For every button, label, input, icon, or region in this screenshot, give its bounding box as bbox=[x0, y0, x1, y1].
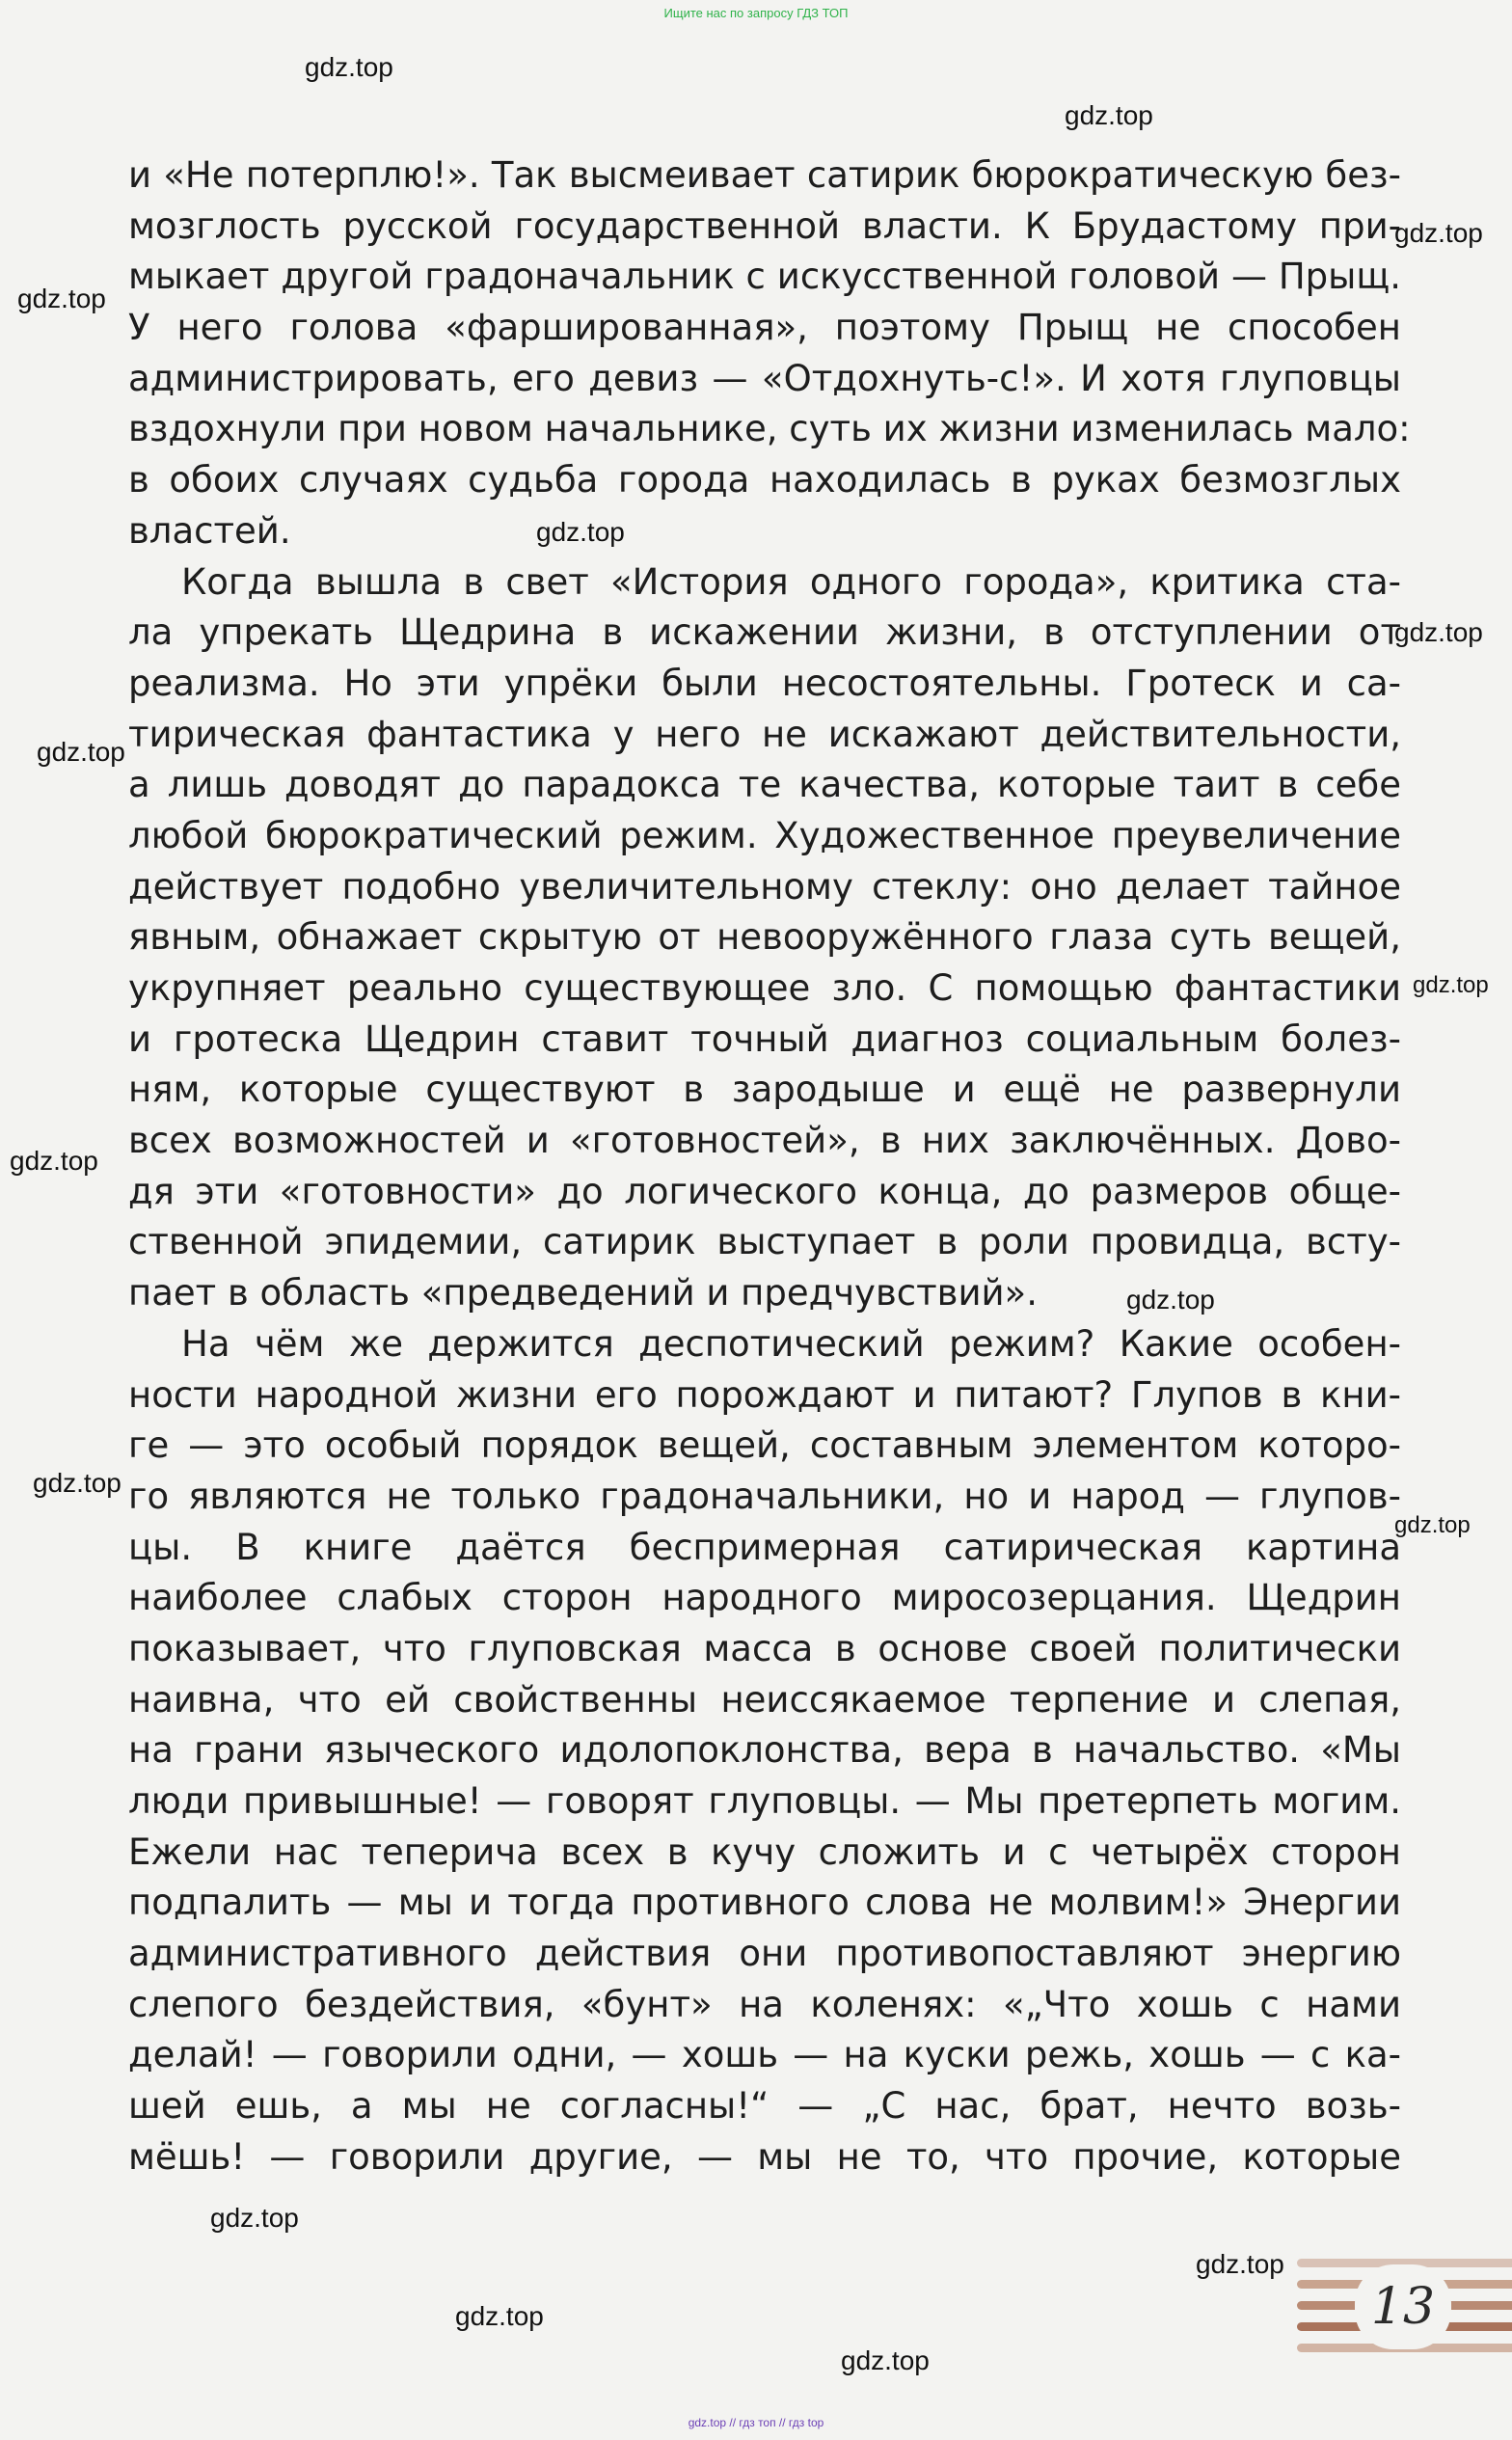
text-line: администрировать, его девиз — «Отдохнуть-с!». И хотя глуповцы bbox=[128, 357, 1401, 399]
bottom-banner: gdz.top // гдз топ // гдз top bbox=[688, 2416, 824, 2429]
text-line: подпалить — мы и тогда противного слова не молвим!» Энергии bbox=[128, 1882, 1401, 1924]
text-line: ственной эпидемии, сатирик выступает в роли провидца, всту- bbox=[128, 1221, 1401, 1263]
text-line: шей ешь, а мы не согласны!“ — „С нас, брат, нечто возь- bbox=[128, 2085, 1401, 2128]
text-line: любой бюрократический режим. Художественное преувеличение bbox=[128, 814, 1401, 856]
text-line: реализма. Но эти упрёки были несостоятельны. Гротеск и са- bbox=[128, 662, 1401, 704]
text-line: дя эти «готовности» до логического конца, до размеров обще- bbox=[128, 1170, 1401, 1212]
watermark: gdz.top bbox=[33, 1468, 122, 1498]
watermark: gdz.top bbox=[17, 284, 106, 313]
watermark: gdz.top bbox=[841, 2345, 930, 2375]
text-line: Ежели нас теперича всех в кучу сложить и с четырёх сторон bbox=[128, 1830, 1401, 1873]
text-line: На чём же держится деспотический режим? Какие особен- bbox=[181, 1322, 1401, 1365]
page-number: 13 bbox=[1355, 2264, 1451, 2349]
text-line: ням, которые существуют в зародыше и ещё не развернули bbox=[128, 1069, 1401, 1111]
text-line: наиболее слабых сторон народного миросозерцания. Щедрин bbox=[128, 1577, 1401, 1619]
watermark: gdz.top bbox=[1196, 2249, 1284, 2279]
text-line: наивна, что ей свойственны неиссякаемое терпение и слепая, bbox=[128, 1678, 1401, 1721]
text-line: явным, обнажает скрытую от невооружённого глаза суть вещей, bbox=[128, 916, 1401, 959]
watermark: gdz.top bbox=[210, 2203, 299, 2233]
text-line: го являются не только градоначальники, но и народ — глупов- bbox=[128, 1475, 1401, 1517]
text-line: и «Не потерплю!». Так высмеивает сатирик бюрократическую без- bbox=[128, 154, 1401, 196]
watermark: gdz.top bbox=[536, 517, 625, 547]
watermark: gdz.top bbox=[1394, 218, 1483, 248]
text-line: властей. bbox=[128, 509, 291, 552]
text-line: тирическая фантастика у него не искажают действительности, bbox=[128, 713, 1401, 755]
watermark: gdz.top bbox=[37, 737, 125, 767]
text-line: ности народной жизни его порождают и питают? Глупов в кни- bbox=[128, 1373, 1401, 1416]
text-line: всех возможностей и «готовностей», в них заключённых. Дово- bbox=[128, 1120, 1401, 1162]
watermark: gdz.top bbox=[1126, 1285, 1215, 1315]
text-line: и гротеска Щедрин ставит точный диагноз социальным болез- bbox=[128, 1017, 1401, 1060]
text-line: слепого бездействия, «бунт» на коленях: «„Что хошь с нами bbox=[128, 1983, 1401, 2025]
text-line: делай! — говорили одни, — хошь — на куски режь, хошь — с ка- bbox=[128, 2034, 1401, 2076]
watermark: gdz.top bbox=[10, 1146, 98, 1176]
text-line: У него голова «фаршированная», поэтому Прыщ не способен bbox=[128, 307, 1401, 349]
body-text bbox=[128, 150, 1411, 2183]
text-line: люди привышные! — говорят глуповцы. — Мы претерпеть могим. bbox=[128, 1780, 1401, 1822]
text-line: а лишь доводят до парадокса те качества, которые таит в себе bbox=[128, 764, 1401, 806]
text-line: цы. В книге даётся беспримерная сатирическая картина bbox=[128, 1526, 1401, 1568]
text-line: мозглость русской государственной власти. К Брудастому при- bbox=[128, 204, 1401, 247]
watermark: gdz.top bbox=[1065, 100, 1153, 130]
watermark: gdz.top bbox=[455, 2301, 544, 2331]
text-line: на грани языческого идолопоклонства, вера в начальство. «Мы bbox=[128, 1729, 1401, 1772]
text-line: ла упрекать Щедрина в искажении жизни, в отступлении от bbox=[128, 611, 1401, 654]
text-line: пает в область «предведений и предчувствий». bbox=[128, 1272, 1038, 1315]
text-line: показывает, что глуповская масса в основе своей политически bbox=[128, 1627, 1401, 1669]
text-line: мыкает другой градоначальник с искусственной головой — Прыщ. bbox=[128, 256, 1401, 298]
top-banner: Ищите нас по запросу ГДЗ ТОП bbox=[663, 6, 849, 20]
text-line: действует подобно увеличительному стеклу: оно делает тайное bbox=[128, 865, 1401, 908]
watermark: gdz.top bbox=[1394, 617, 1483, 647]
text-line: административного действия они противопоставляют энергию bbox=[128, 1933, 1401, 1975]
text-line: ге — это особый порядок вещей, составным элементом которо- bbox=[128, 1424, 1401, 1467]
text-line: укрупняет реально существующее зло. С помощью фантастики bbox=[128, 967, 1401, 1009]
watermark: gdz.top bbox=[1413, 972, 1489, 998]
text-line: мёшь! — говорили другие, — мы не то, что прочие, которые bbox=[128, 2135, 1401, 2178]
text-line: вздохнули при новом начальнике, суть их жизни изменилась мало: bbox=[128, 408, 1411, 450]
watermark: gdz.top bbox=[1394, 1512, 1471, 1538]
text-line: в обоих случаях судьба города находилась в руках безмозглых bbox=[128, 459, 1401, 502]
text-line: Когда вышла в свет «История одного города», критика ста- bbox=[181, 560, 1401, 603]
watermark: gdz.top bbox=[305, 52, 393, 82]
